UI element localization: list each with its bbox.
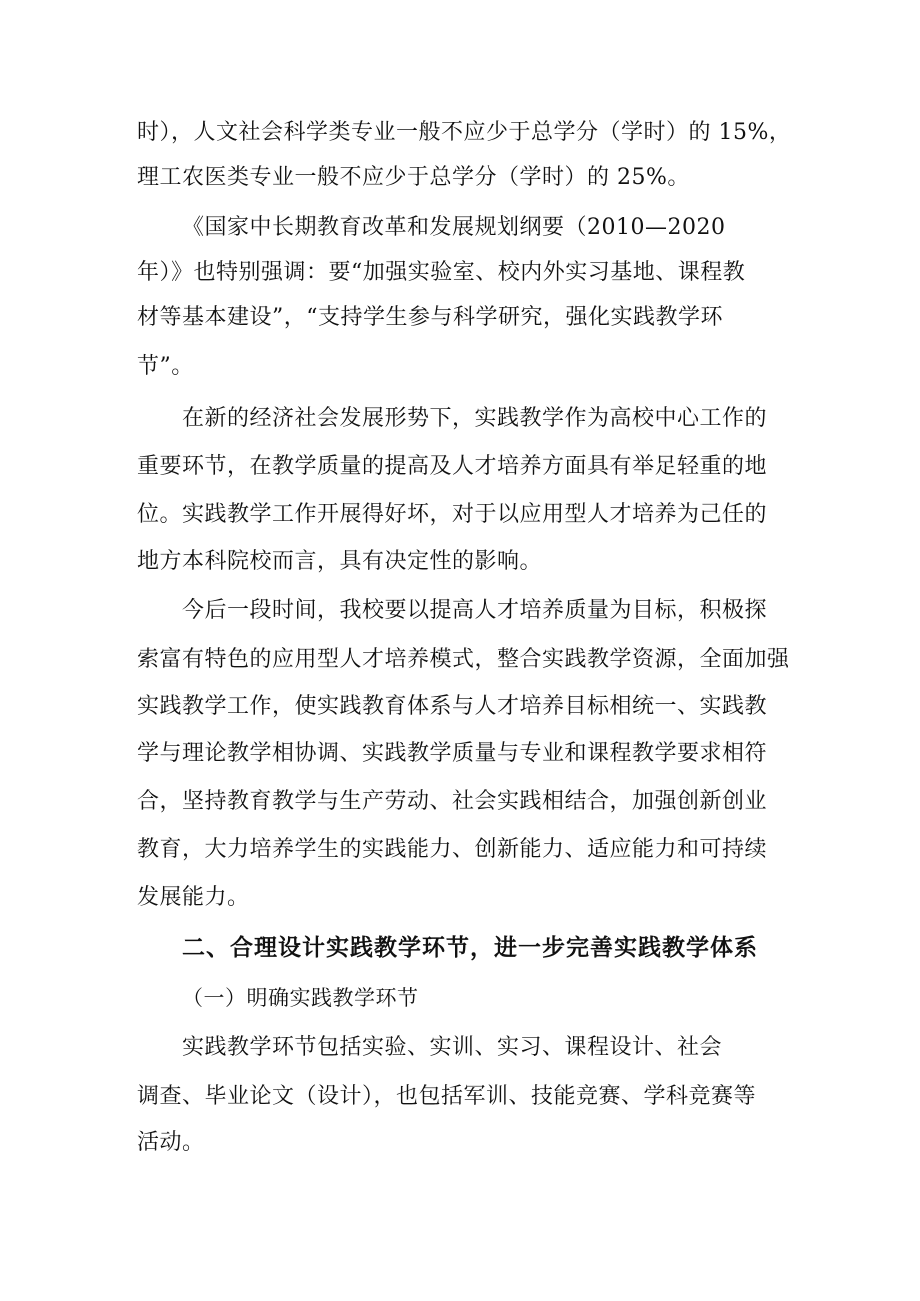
text-line: 材等基本建设”，“支持学生参与科学研究，强化实践教学环	[137, 305, 723, 330]
text-line: 年）》也特别强调：要“加强实验室、校内外实习基地、课程教	[137, 260, 746, 285]
text-line: 理工农医类专业一般不应少于总学分（学时）的 25%。	[137, 165, 690, 190]
section-heading: 二、合理设计实践教学环节，进一步完善实践教学体系	[182, 935, 758, 961]
text-line: 位。实践教学工作开展得好坏，对于以应用型人才培养为己任的	[137, 502, 768, 527]
text-line: 在新的经济社会发展形势下，实践教学作为高校中心工作的	[182, 406, 768, 431]
text-line: 学与理论教学相协调、实践教学质量与专业和课程教学要求相符	[137, 741, 768, 766]
text-line: 节”。	[137, 354, 194, 379]
text-line: 时），人文社会科学类专业一般不应少于总学分（学时）的 15%，	[137, 120, 792, 145]
text-line: 发展能力。	[137, 885, 250, 910]
text-line: 实践教学工作，使实践教育体系与人才培养目标相统一、实践教	[137, 694, 768, 719]
text-line: 合，坚持教育教学与生产劳动、社会实践相结合，加强创新创业	[137, 789, 768, 814]
text-line: 地方本科院校而言，具有决定性的影响。	[137, 549, 543, 574]
text-line: 索富有特色的应用型人才培养模式，整合实践教学资源，全面加强	[137, 647, 790, 672]
text-line: 活动。	[137, 1130, 205, 1155]
text-line: 实践教学环节包括实验、实训、实习、课程设计、社会	[182, 1035, 723, 1060]
text-line: 今后一段时间，我校要以提高人才培养质量为目标，积极探	[182, 598, 768, 623]
text-line: 重要环节，在教学质量的提高及人才培养方面具有举足轻重的地	[137, 454, 768, 479]
subsection-heading: （一）明确实践教学环节	[182, 986, 419, 1010]
text-line: 调查、毕业论文（设计），也包括军训、技能竞赛、学科竞赛等	[137, 1084, 757, 1109]
text-line: 《国家中长期教育改革和发展规划纲要（2010—2020	[182, 215, 726, 240]
text-line: 教育，大力培养学生的实践能力、创新能力、适应能力和可持续	[137, 837, 768, 862]
